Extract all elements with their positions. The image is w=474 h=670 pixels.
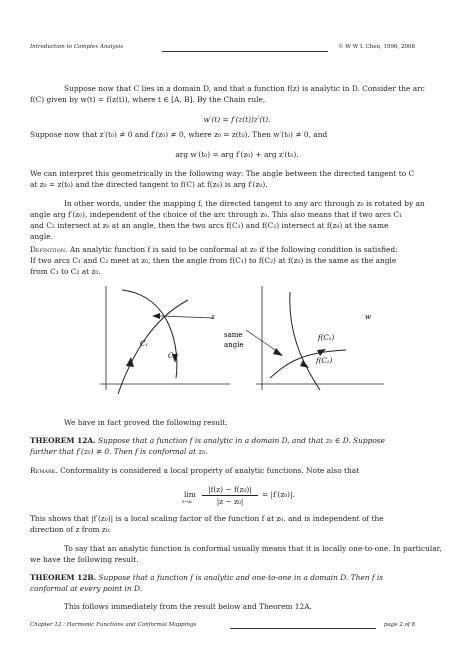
same-label: same (224, 331, 243, 339)
c1-arrowhead (126, 357, 134, 367)
same-angle-leader-left (160, 316, 214, 318)
equation-chain-rule: w′(t) = f′(z(t))z′(t). (203, 115, 271, 124)
footer-rule (230, 628, 376, 629)
theorem-12b-text: Suppose that a function f is analytic and one-to-one in a domain D. Then f is (96, 573, 384, 582)
paragraph-line: we have the following result. (30, 555, 139, 564)
header-rule (162, 51, 328, 52)
lim-rhs: = |f′(z₀)|. (262, 490, 295, 499)
leader-left-arrowhead (152, 313, 160, 319)
definition-line (30, 245, 398, 256)
paragraph-line: We have in fact proved the following result. (64, 418, 228, 427)
theorem-12b-label: THEOREM 12B. (30, 573, 97, 582)
w-plane-label: w (365, 313, 371, 321)
theorem-line (30, 573, 383, 584)
running-footer-chapter: Chapter 12 : Harmonic Functions and Conformal Mappings (30, 622, 197, 628)
paragraph-line: f(C) given by w(t) = f(z(t)), where t ∈ [A, B]. By the Chain rule, (30, 95, 266, 104)
theorem-line (30, 436, 385, 447)
paragraph-line: Suppose now that z′(t₀) ≠ 0 and f′(z₀) ≠ 0, where z₀ = z(t₀). Then w′(t₀) ≠ 0, and (30, 130, 328, 139)
lim-subscript: z→z₀ (182, 500, 193, 505)
equation-arg: arg w′(t₀) = arg f′(z₀) + arg z′(t₀). (175, 150, 299, 159)
paragraph-line: This shows that |f′(z₀)| is a local scaling factor of the function f at z₀, and is independent of the (30, 514, 384, 523)
remark-label: Remark. (30, 466, 58, 475)
paragraph-line: Suppose now that C lies in a domain D, and that a function f(z) is analytic in D. Consider the arc (64, 84, 425, 93)
theorem-line: further that f′(z₀) ≠ 0. Then f is conformal at z₀. (30, 447, 208, 456)
definition-label: Definition. (30, 245, 68, 254)
c2-label: C₂ (168, 352, 177, 360)
fc1-label: f(C₁) (316, 357, 333, 365)
definition-text: An analytic function f is said to be conformal at z₀ if the following condition is satisfied: (67, 245, 398, 254)
theorem-12a-label: THEOREM 12A. (30, 436, 96, 445)
curve-c1 (118, 300, 188, 394)
paragraph-line: To say that an analytic function is conformal usually means that it is locally one-to-one. In particular, (64, 544, 442, 553)
fc1-arrowhead (317, 349, 326, 356)
paragraph-line: direction of z from z₀. (30, 525, 112, 534)
paragraph-line: angle arg f′(z₀), independent of the choice of the arc through z₀. This also means that if two arcs C₁ (30, 210, 402, 219)
page-number: page 2 of 8 (384, 622, 416, 628)
conformal-mapping-figure (96, 282, 388, 400)
curve-fc2 (290, 292, 320, 390)
running-header-copyright: © W W L Chen, 1996, 2008 (338, 44, 415, 50)
paragraph-line: at z₀ = z(t₀) and the directed tangent to f(C) at f(z₀) is arg f′(z₀). (30, 180, 268, 189)
definition-line: from C₁ to C₂ at z₀. (30, 267, 101, 276)
theorem-line: conformal at every point in D. (30, 584, 143, 593)
paragraph-line: We can interpret this geometrically in the following way: The angle between the directed tangent to C (30, 169, 415, 178)
definition-line: If two arcs C₁ and C₂ meet at z₀, then the angle from f(C₁) to f(C₂) at f(z₀) is the same as the angle (30, 256, 397, 265)
remark-line (30, 466, 359, 477)
c1-label: C₁ (140, 340, 149, 348)
fraction-bar (202, 495, 258, 496)
running-header-title: Introduction to Complex Analysis (30, 44, 124, 50)
lim-numerator: |f(z) − f(z₀)| (208, 485, 252, 494)
paragraph-line: angle. (30, 232, 53, 241)
paragraph-line: This follows immediately from the result below and Theorem 12A. (64, 602, 312, 611)
remark-text: Conformality is considered a local property of analytic functions. Note also that (57, 466, 360, 475)
angle-label: angle (224, 341, 244, 349)
lim-word: lim (184, 490, 196, 499)
fc2-arrowhead (300, 360, 309, 368)
fc2-label: f(C₂) (318, 334, 335, 342)
paragraph-line: and C₂ intersect at z₀ at an angle, then the two arcs f(C₁) and f(C₂) intersect at f(z₀) at the same (30, 221, 389, 230)
z-plane-label: z (211, 313, 215, 321)
limit-equation (184, 485, 314, 511)
paragraph-line: In other words, under the mapping f, the directed tangent to any arc through z₀ is rotated by an (64, 199, 425, 208)
lim-denominator: |z − z₀| (216, 497, 244, 506)
theorem-12a-text: Suppose that a function f is analytic in a domain D, and that z₀ ∈ D. Suppose (95, 436, 385, 445)
